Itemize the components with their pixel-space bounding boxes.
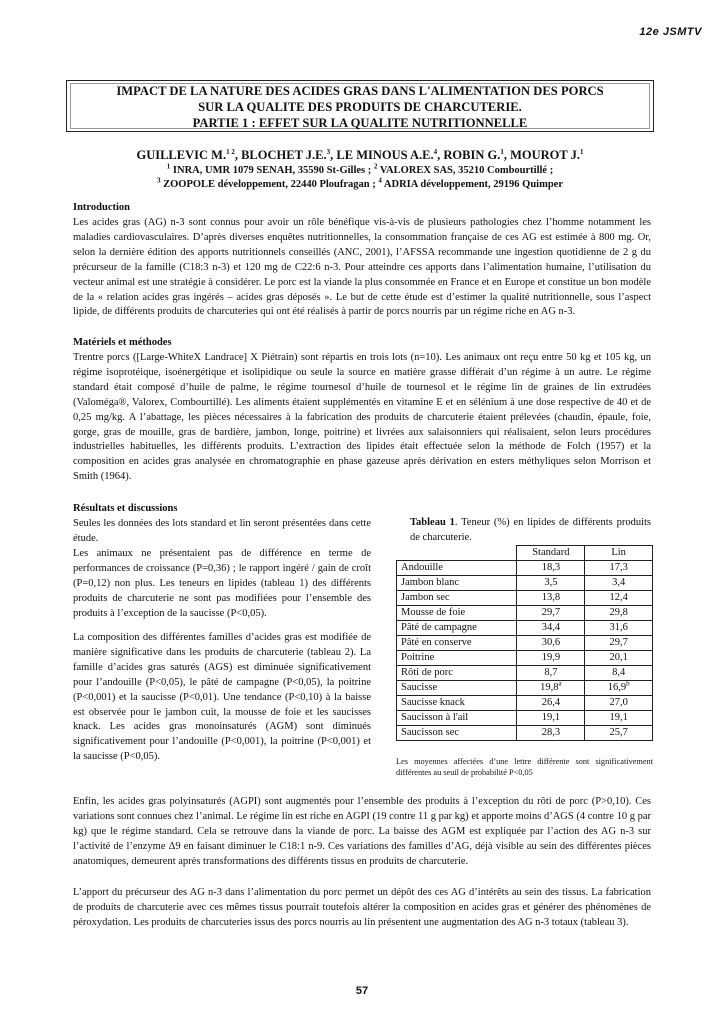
author: GUILLEVIC M. <box>136 148 227 162</box>
cell-lin <box>585 696 653 711</box>
cell-lin <box>585 666 653 681</box>
title-line-1: IMPACT DE LA NATURE DES ACIDES GRAS DANS L'ALIMENTATION DES PORCS <box>116 84 604 98</box>
results-n3-paragraph: L’apport du précurseur des AG n-3 dans l’alimentation du porc permet un dépôt des ces AG d’intérêts au sein des tissus. La fabrication de produits de charcuterie avec ces mêmes tissus pourrait toutefois altérer la composition en acides gras et générer des phénomènes de péroxydation. Les produits de charcuteries issus des porcs nourris au lin présentent une augmentation des AG n-3 totaux (tableau 3). <box>73 887 651 928</box>
row-label <box>397 696 517 711</box>
title-line-2: SUR LA QUALITE DES PRODUITS DE CHARCUTERIE. <box>198 100 522 114</box>
cell-lin <box>585 561 653 576</box>
table-row <box>397 666 653 681</box>
cell-lin-value: 29,7 <box>609 637 628 648</box>
row-label <box>397 606 517 621</box>
table-row <box>397 576 653 591</box>
table-row <box>397 636 653 651</box>
paper-title <box>67 83 653 131</box>
author-affil-mark: 4 <box>433 147 438 156</box>
table-body <box>397 561 653 741</box>
cell-standard <box>517 651 585 666</box>
author-affil-mark: 1 <box>500 147 504 156</box>
row-label-value: Jambon sec <box>401 592 450 603</box>
results-paragraph-2: Les animaux ne présentaient pas de différence en terme de performances de croissance (P=0,36) ; le rapport ingéré / gain de croît (P=0,12) non plus. Les teneurs en lipides (tableau 1) des différents produits de charcuterie ne sont pas modifiées pour l’ensemble des produits à l’exception de la saucisse (P<0,05). <box>73 548 371 619</box>
journal-tag: 12e JSMTV <box>639 26 702 38</box>
cell-standard <box>517 681 585 696</box>
row-label-value: Saucisse <box>401 682 438 693</box>
cell-lin <box>585 711 653 726</box>
results-paragraph-1: Seules les données des lots standard et lin seront présentées dans cette étude. <box>73 518 371 544</box>
row-label-value: Pâté en conserve <box>401 637 472 648</box>
cell-standard-value: 19,9 <box>541 652 561 663</box>
table-1-caption <box>410 516 651 545</box>
title-box <box>66 80 654 132</box>
row-label <box>397 726 517 741</box>
row-label <box>397 651 517 666</box>
row-label <box>397 621 517 636</box>
intro-paragraph: Les acides gras (AG) n-3 sont connus pour avoir un rôle bénéfique vis-à-vis de plusieurs pathologies chez l’homme notamment les maladies cardiovasculaires. D’après diverses enquêtes nutritionnelles, la consommation française de ces AG est estimée à 800 mg. Or, selon la dernière édition des apports nutritionnels conseillés (ANC, 2001), l’AFSSA recommande une ingestion quotidienne de 2 g du précurseur de la famille (C18:3 n-3) et 120 mg de C22:6 n-3. Pour atteindre ces apports dans l’alimentation humaine, l’utilisation du vecteur animal est une stratégie à considérer. Le porc est la viande la plus consommée en France et en Europe et constitue un bon modèle de la « relation acides gras ingérés – acides gras déposés ». Le but de cette étude est d’estimer la qualité nutritionnelle, sous l’aspect lipide, de différents produits de charcuteries qui ont été réalisés à partir de porcs nourris par un régime riche en AG n-3. <box>73 217 651 318</box>
cell-lin-value: 12,4 <box>609 592 628 603</box>
cell-lin-value: 17,3 <box>609 562 628 573</box>
table-header-row <box>397 546 653 561</box>
table-1-caption-text: . Teneur (%) en lipides de différents produits de charcuterie. <box>410 517 651 543</box>
cell-lin-value: 8,4 <box>612 667 626 678</box>
cell-lin-value: 25,7 <box>609 727 628 738</box>
author-affil-mark: 3 <box>326 147 331 156</box>
cell-lin-value: 27,0 <box>609 697 628 708</box>
row-label-value: Pâté de campagne <box>401 622 477 633</box>
table-row <box>397 591 653 606</box>
author-sep: , <box>437 148 444 162</box>
cell-standard <box>517 561 585 576</box>
cell-lin-value: 16,9 <box>607 682 627 693</box>
heading-results: Résultats et discussions <box>73 503 178 514</box>
cell-lin-value: 3,4 <box>612 577 626 588</box>
table-row <box>397 681 653 696</box>
cell-standard <box>517 576 585 591</box>
row-label <box>397 711 517 726</box>
cell-standard-value: 18,3 <box>541 562 561 573</box>
cell-standard-value: 34,4 <box>541 622 561 633</box>
affiliation: INRA, UMR 1079 SENAH, 35590 St-Gilles ; <box>172 165 374 176</box>
affiliation: ZOOPOLE développement, 22440 Ploufragan ; <box>163 179 379 190</box>
row-label <box>397 666 517 681</box>
affil-mark: 1 <box>166 162 171 171</box>
cell-standard <box>517 696 585 711</box>
row-label <box>397 576 517 591</box>
author: BLOCHET J.E. <box>241 148 327 162</box>
row-label-value: Jambon blanc <box>401 577 460 588</box>
cell-standard <box>517 606 585 621</box>
table-1 <box>396 545 653 741</box>
table-row <box>397 621 653 636</box>
cell-lin <box>585 681 653 696</box>
affiliation: ADRIA développement, 29196 Quimper <box>383 179 563 190</box>
cell-lin <box>585 651 653 666</box>
cell-lin <box>585 591 653 606</box>
row-label-value: Mousse de foie <box>401 607 466 618</box>
cell-standard-value: 13,8 <box>541 592 561 603</box>
title-line-3: PARTIE 1 : EFFET SUR LA QUALITE NUTRITIONNELLE <box>192 116 528 130</box>
row-label-value: Rôti de porc <box>401 667 453 678</box>
cell-standard-value: 19,8 <box>540 682 559 693</box>
author-sep: , <box>503 148 511 162</box>
row-label <box>397 681 517 696</box>
significance-letter: b <box>626 679 630 688</box>
affil-mark: 4 <box>378 176 382 185</box>
author: ROBIN G. <box>443 148 501 162</box>
affil-mark: 3 <box>156 176 161 185</box>
table-row <box>397 561 653 576</box>
row-label <box>397 636 517 651</box>
cell-lin <box>585 606 653 621</box>
cell-standard <box>517 711 585 726</box>
column-header-standard: Standard <box>517 546 585 561</box>
table-1-note: Les moyennes affectées d’une lettre différente sont significativement différentes au seuil de probabilité P<0,05 <box>396 757 653 777</box>
page-number: 57 <box>355 985 369 997</box>
results-paragraph-3: La composition des différentes familles d’acides gras est modifiée de manière significative dans les produits de charcuterie (tableau 2). La famille d’acides gras saturés (AGS) est diminuée significativement pour l’andouille (P<0,05), le pâté de campagne (P<0,05), la poitrine (P<0,001) et la saucisse (P<0,01). Une tendance (P<0,10) à la baisse est observée pour le jambon cuit, la mousse de foie et les saucisses knack. Les acides gras monoinsaturés (AGM) sont diminués significativement pour l’andouille (P<0,001), la poitrine (P<0,001) et la saucisse (P<0,05). <box>73 632 371 763</box>
cell-standard <box>517 591 585 606</box>
table-row <box>397 606 653 621</box>
author-sep: , <box>330 148 337 162</box>
author-affil-mark: 1 <box>580 147 584 156</box>
cell-standard-value: 8,7 <box>544 667 558 678</box>
significance-letter: a <box>558 679 562 688</box>
table-row <box>397 651 653 666</box>
affil-mark: 2 <box>373 162 378 171</box>
table-corner <box>397 546 517 561</box>
affiliation-line-2 <box>66 178 654 191</box>
author: LE MINOUS A.E. <box>336 148 434 162</box>
cell-standard <box>517 636 585 651</box>
cell-standard-value: 30,6 <box>541 637 561 648</box>
cell-standard-value: 19,1 <box>541 712 561 723</box>
cell-standard <box>517 726 585 741</box>
row-label <box>397 561 517 576</box>
author-affil-mark: 1 2 <box>226 147 235 156</box>
author-list <box>66 148 654 163</box>
cell-lin <box>585 621 653 636</box>
cell-standard-value: 3,5 <box>544 577 558 588</box>
table-row <box>397 696 653 711</box>
row-label-value: Saucisson à l'ail <box>401 712 469 723</box>
cell-standard-value: 29,7 <box>541 607 561 618</box>
results-agpi-paragraph: Enfin, les acides gras polyinsaturés (AGPI) sont augmentés pour l’ensemble des produits à l’exception du rôti de porc (P>0,10). Ces variations sont connues chez l’animal. Le régime lin est riche en AGPI (19 contre 11 g par kg) et apporte moins d’AGS (4 contre 10 g par kg) que le régime standard. Cela se retrouve dans la viande de porc. La baisse des AGM est expliquée par l’action des AG n-3 sur l’activité de l’enzyme Δ9 en faisant diminuer le C18:1 n-9. Ces variations des familles d’AG, déjà visible au sein des différentes pièces anatomiques, demeurent après transformations des différents tissus en produits de charcuterie. <box>73 796 651 867</box>
methods-paragraph: Trentre porcs ([Large-WhiteX Landrace] X Piétrain) sont répartis en trois lots (n=10). Les animaux ont reçu entre 50 kg et 105 kg, un régime isoprotéique, isoénergétique et isolipidique ou seule la source en matière grasse différait d’un régime à un autre. Le régime standard était composé d’huile de palme, le régime tournesol d’huile de tournesol et le régime lin de graines de lin extrudées (Valoméga®, Valorex, Combourtillé). Les aliments étaient supplémentés en vitamine E et en sélénium à une dose respective de 40 et de 0,25 mg/kg. A l’abattage, les pièces nécessaires à la fabrication des produits de charcuterie étaient prélevées (chaudin, épaule, foie, gorge, gras de mouille, gras de bardière, jambon, longe, poitrine) et livrées aux salaisonniers qui réalisaient, selon leurs procédures industrielles habituelles, les différents produits. L’extraction des lipides était effectuée selon la méthode de Folch (1957) et la composition en acides gras analysée en chromatographie en phase gazeuse après dérivation en esters méthyliques selon Morrison et Smith (1964). <box>73 352 651 483</box>
affiliation-line-1 <box>66 164 654 177</box>
table-row <box>397 726 653 741</box>
author: MOUROT J. <box>510 148 581 162</box>
affiliation: VALOREX SAS, 35210 Combourtillé ; <box>379 165 554 176</box>
cell-lin <box>585 636 653 651</box>
heading-methods: Matériels et méthodes <box>73 337 172 348</box>
cell-lin <box>585 726 653 741</box>
cell-standard-value: 26,4 <box>541 697 561 708</box>
column-header-lin: Lin <box>585 546 653 561</box>
row-label-value: Andouille <box>401 562 443 573</box>
cell-lin-value: 19,1 <box>609 712 628 723</box>
table-1-label: Tableau 1 <box>410 517 455 528</box>
cell-lin-value: 20,1 <box>609 652 628 663</box>
cell-standard <box>517 621 585 636</box>
heading-introduction: Introduction <box>73 202 130 213</box>
table-row <box>397 711 653 726</box>
row-label-value: Saucisse knack <box>401 697 465 708</box>
cell-standard <box>517 666 585 681</box>
cell-lin-value: 29,8 <box>609 607 628 618</box>
cell-standard-value: 28,3 <box>541 727 561 738</box>
row-label <box>397 591 517 606</box>
cell-lin-value: 31,6 <box>609 622 628 633</box>
row-label-value: Poitrine <box>401 652 435 663</box>
author-sep: , <box>234 148 242 162</box>
row-label-value: Saucisson sec <box>401 727 460 738</box>
cell-lin <box>585 576 653 591</box>
